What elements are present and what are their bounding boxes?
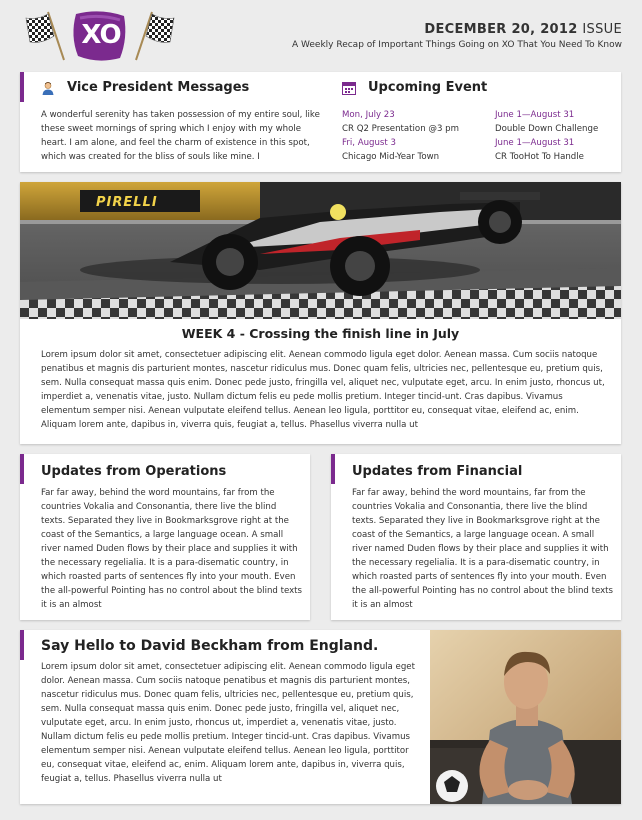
event-item[interactable] bbox=[342, 136, 492, 164]
event-name: Chicago Mid-Year Town bbox=[342, 152, 440, 162]
vp-title: Vice President Messages bbox=[67, 80, 250, 95]
event-item[interactable] bbox=[342, 108, 492, 136]
event-item[interactable] bbox=[495, 136, 620, 164]
calendar-icon bbox=[342, 80, 356, 94]
feature-card bbox=[20, 182, 621, 444]
issue-date: DECEMBER 20, 2012 bbox=[424, 22, 578, 37]
logo-text: XO bbox=[81, 20, 121, 50]
race-car-image[interactable] bbox=[20, 182, 621, 319]
top-card bbox=[20, 72, 621, 172]
financial-card bbox=[331, 454, 621, 620]
event-name: CR TooHot To Handle bbox=[495, 152, 584, 162]
events-title: Upcoming Event bbox=[368, 80, 488, 95]
portrait-illustration bbox=[430, 630, 621, 804]
event-name: CR Q2 Presentation @3 pm bbox=[342, 124, 459, 134]
feature-body: Lorem ipsum dolor sit amet, consectetuer adipiscing elit. Aenean commodo ligula eget dolor. Aenean massa. Cum sociis natoque penatibus et magnis dis parturient montes, nascetur ridiculus mus. Donec quam felis, ultricies nec, pellentesque eu, pretium quis, sem. Nulla consequat massa quis enim. Donec pede justo, fringilla vel, aliquet nec, vulputate eget, arcu. In enim justo, rhoncus ut, imperdiet a, venenatis vitae, justo. Nullam dictum felis eu pede mollis pretium. Integer tincid-unt. Cras dapibus. Vivamus elementum semper nisi. Aenean vulputate eleifend tellus. Aenean leo ligula, porttitor eu, consequat vitae, eleifend ac, enim. Aliquam lorem ante, dapibus in, viverra quis, feugiat a, tellus. Phasellus viverra nulla ut bbox=[41, 350, 605, 430]
accent-bar bbox=[20, 630, 24, 660]
person-icon bbox=[41, 80, 55, 94]
issue-label: ISSUE bbox=[582, 22, 622, 37]
portrait-image[interactable] bbox=[430, 630, 621, 804]
event-date: June 1—August 31 bbox=[495, 138, 575, 148]
event-name: Double Down Challenge bbox=[495, 124, 599, 134]
financial-title: Updates from Financial bbox=[352, 464, 523, 479]
operations-card bbox=[20, 454, 310, 620]
operations-body: Far far away, behind the word mountains, far from the countries Vokalia and Consonantia, there live the blind texts. Separated they live in Bookmarksgrove right at the coast of the Semantics, a large language ocean. A small river named Duden flows by their place and supplies it with the necessary regelialia. It is a para-disematic country, in which roasted parts of sentences fly into your mouth. Even the all-powerful Pointing has no control about the blind texts it is an almost bbox=[41, 488, 303, 610]
accent-bar bbox=[20, 72, 24, 102]
hello-card bbox=[20, 630, 621, 804]
vp-body: A wonderful serenity has taken possession of my entire soul, like these sweet mornings of spring which I enjoy with my whole heart. I am alone, and feel the charm of existence in this spot, which was created for the bliss of souls like mine. I bbox=[41, 110, 320, 162]
image-banner: PIRELLI bbox=[96, 195, 158, 210]
accent-bar bbox=[331, 454, 335, 484]
logo[interactable] bbox=[20, 8, 180, 64]
accent-bar bbox=[20, 454, 24, 484]
feature-title: WEEK 4 - Crossing the finish line in July bbox=[181, 326, 460, 341]
issue-line bbox=[424, 22, 622, 37]
header bbox=[0, 0, 642, 70]
event-date: Mon, July 23 bbox=[342, 110, 395, 120]
hello-body: Lorem ipsum dolor sit amet, consectetuer adipiscing elit. Aenean commodo ligula eget dolor. Aenean massa. Cum sociis natoque penatibus et magnis dis parturient montes, nascetur ridiculus mus. Donec quam felis, ultricies nec, pellentesque eu, pretium quis, sem. Nulla consequat massa quis enim. Donec pede justo, fringilla vel, aliquet nec, vulputate eget, arcu. In enim justo, rhoncus ut, imperdiet a, venenatis vitae, justo. Nullam dictum felis eu pede mollis pretium. Integer tincid-unt. Cras dapibus. Vivamus elementum semper nisi. Aenean vulputate eleifend tellus. Aenean leo ligula, porttitor eu, consequat vitae, eleifend ac, enim. Aliquam lorem ante, dapibus in, viverra quis, feugiat a, tellus. Phasellus viverra nulla ut bbox=[41, 662, 415, 784]
financial-body: Far far away, behind the word mountains, far from the countries Vokalia and Consonantia, there live the blind texts. Separated they live in Bookmarksgrove right at the coast of the Semantics, a large language ocean. A small river named Duden flows by their place and supplies it with the necessary regelialia. It is a para-disematic country, in which roasted parts of sentences fly into your mouth. Even the all-powerful Pointing has no control about the blind texts it is an almost bbox=[352, 488, 614, 610]
tagline: A Weekly Recap of Important Things Going on XO That You Need To Know bbox=[291, 40, 622, 50]
event-date: Fri, August 3 bbox=[342, 138, 396, 148]
operations-title: Updates from Operations bbox=[41, 464, 227, 479]
event-item[interactable] bbox=[495, 108, 620, 136]
event-date: June 1—August 31 bbox=[495, 110, 575, 120]
hello-title: Say Hello to David Beckham from England. bbox=[41, 638, 379, 654]
